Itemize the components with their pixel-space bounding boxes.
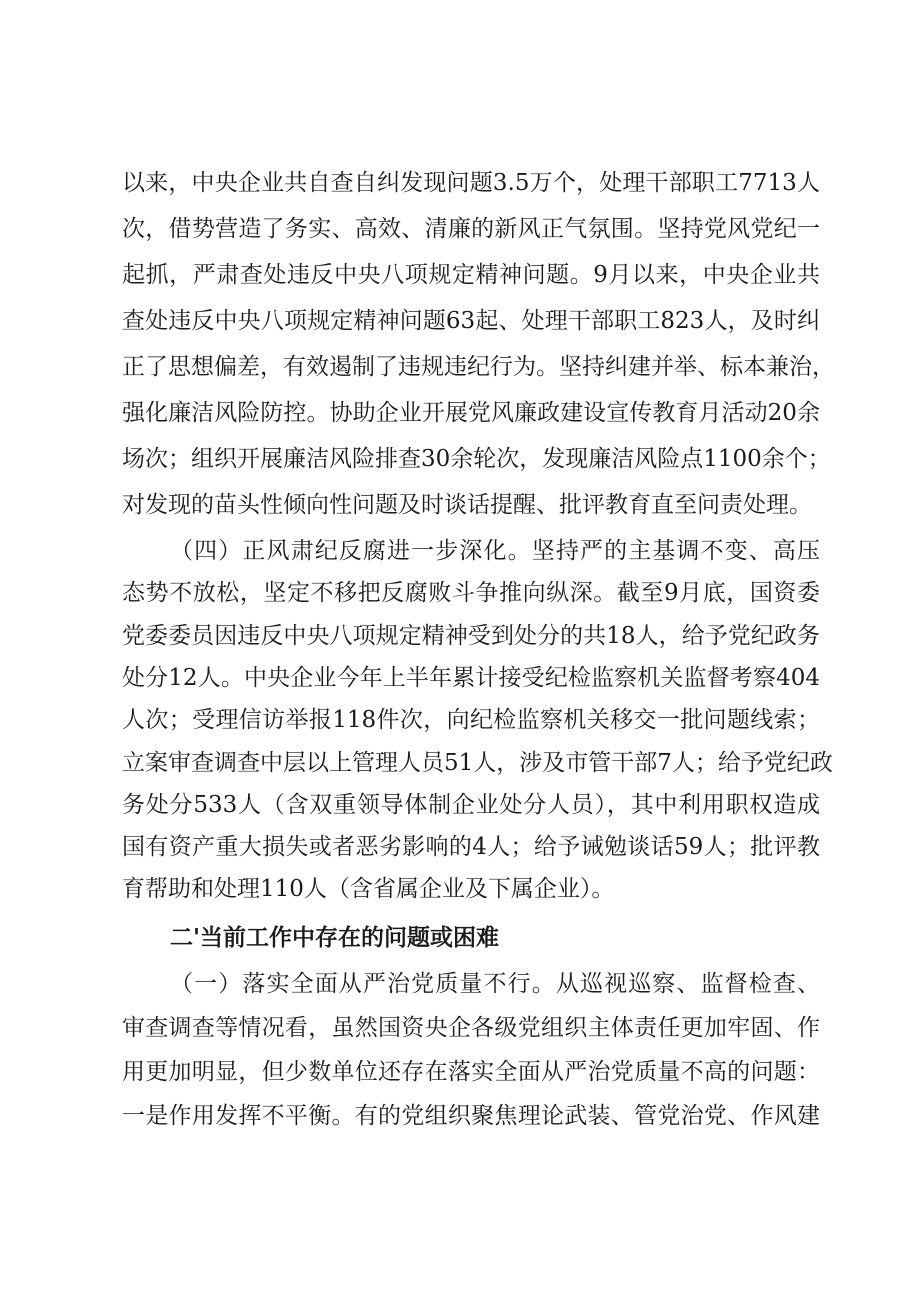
- text-line: 人次；受理信访举报118件次，向纪检监察机关移交一批问题线索；: [122, 707, 820, 734]
- text-line: 处分12人。中央企业今年上半年累计接受纪检监察机关监督考察404: [122, 664, 820, 691]
- text-line: 立案审查调查中层以上管理人员51人，涉及市管干部7人；给予党纪政: [122, 749, 833, 776]
- section-heading: 二'当前工作中存在的问题或困难: [170, 924, 500, 951]
- text-line: 场次；组织开展廉洁风险排查30余轮次，发现廉洁风险点1100余个；: [122, 446, 831, 472]
- text-line: 次，借势营造了务实、高效、清廉的新风正气氛围。坚持党风党纪一: [122, 216, 820, 242]
- text-line: 起抓，严肃查处违反中央八项规定精神问题。9月以来，中央企业共: [122, 262, 820, 288]
- text-line: 正了思想偏差，有效遏制了违规违纪行为。坚持纠建并举、标本兼治，: [122, 354, 835, 380]
- text-line: （一）落实全面从严治党质量不行。从巡视巡察、监督检查、: [170, 970, 820, 997]
- text-line: 一是作用发挥不平衡。有的党组织聚焦理论武装、管党治党、作风建: [122, 1102, 820, 1129]
- text-line: 对发现的苗头性倾向性问题及时谈话提醒、批评教育直至问责处理。: [122, 492, 812, 518]
- text-line: 审查调查等情况看，虽然国资央企各级党组织主体责任更加牢固、作: [122, 1014, 820, 1041]
- text-line: 党委委员因违反中央八项规定精神受到处分的共18人，给予党纪政务: [122, 622, 820, 649]
- text-line: 用更加明显，但少数单位还存在落实全面从严治党质量不高的问题：: [122, 1058, 820, 1085]
- text-line: （四）正风肃纪反腐进一步深化。坚持严的主基调不变、高压: [170, 538, 820, 564]
- text-line: 务处分533人（含双重领导体制企业处分人员），其中利用职权造成: [122, 791, 820, 818]
- text-line: 育帮助和处理110人（含省属企业及下属企业）。: [122, 876, 615, 903]
- text-line: 以来，中央企业共自查自纠发现问题3.5万个，处理干部职工7713人: [122, 170, 820, 196]
- text-line: 国有资产重大损失或者恶劣影响的4人；给予诫勉谈话59人；批评教: [122, 834, 820, 861]
- text-line: 态势不放松，坚定不移把反腐败斗争推向纵深。截至9月底，国资委: [122, 580, 820, 607]
- text-line: 强化廉洁风险防控。协助企业开展党风廉政建设宣传教育月活动20余: [122, 400, 820, 426]
- text-line: 查处违反中央八项规定精神问题63起、处理干部职工823人，及时纠: [122, 308, 820, 334]
